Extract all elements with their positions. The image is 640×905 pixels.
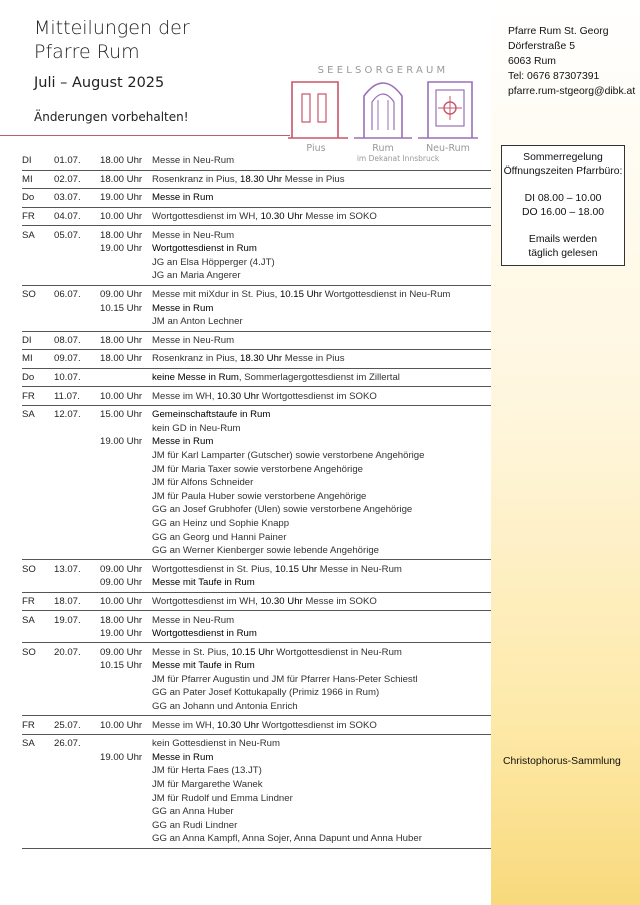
entry-text-part: JM für Margarethe Wanek xyxy=(152,779,263,791)
collection-note: Christophorus-Sammlung xyxy=(503,756,621,767)
entry-text xyxy=(152,596,491,607)
entry-date: 02.07. xyxy=(54,173,81,185)
schedule-line xyxy=(22,422,491,436)
schedule-line xyxy=(22,228,491,242)
schedule-entry xyxy=(22,716,491,735)
entry-text-part: JM für Karl Lamparter (Gutscher) sowie verstorbene Angehörige xyxy=(152,449,425,461)
entry-text-part: Messe in Neu-Rum xyxy=(152,614,235,626)
disclaimer-note: Änderungen vorbehalten! xyxy=(34,110,189,124)
entry-weekday: FR xyxy=(22,390,35,402)
schedule-entry xyxy=(22,152,491,171)
entry-date: 01.07. xyxy=(54,155,81,167)
schedule-entry xyxy=(22,406,491,561)
entry-time: 10.00 Uhr xyxy=(100,390,143,402)
entry-text xyxy=(152,230,491,241)
schedule-line xyxy=(22,449,491,463)
entry-text-part: Messe in Neu-Rum xyxy=(152,229,235,241)
entry-text xyxy=(152,174,491,185)
entry-date: 03.07. xyxy=(54,192,81,204)
schedule-line xyxy=(22,489,491,503)
schedule-entry xyxy=(22,611,491,643)
entry-text xyxy=(152,464,491,475)
entry-text-bold: Messe in Rum xyxy=(152,302,214,314)
schedule-line xyxy=(22,805,491,819)
entry-text-part: kein GD in Neu-Rum xyxy=(152,422,241,434)
entry-text-part: Rosenkranz in Pius, xyxy=(152,353,240,365)
entry-text-part: Messe im SOKO xyxy=(302,595,377,607)
entry-text-part: JM für Paula Huber sowie verstorbene Angehörige xyxy=(152,490,367,502)
entry-text-part: Rosenkranz in Pius, xyxy=(152,173,240,185)
entry-weekday: DI xyxy=(22,155,32,167)
entry-text-bold: 10.30 Uhr xyxy=(217,719,260,731)
entry-time: 09.00 Uhr xyxy=(100,577,143,589)
entry-date: 20.07. xyxy=(54,646,81,658)
entry-text xyxy=(152,335,491,346)
entry-text xyxy=(152,577,491,588)
entry-text xyxy=(152,820,491,831)
entry-weekday: FR xyxy=(22,211,35,223)
entry-text-part: Wortgottesdienst im SOKO xyxy=(259,719,377,731)
schedule-line xyxy=(22,718,491,732)
entry-date: 06.07. xyxy=(54,289,81,301)
schedule-entry xyxy=(22,735,491,849)
entry-text-part: Messe in Neu-Rum xyxy=(152,155,235,167)
schedule-line xyxy=(22,627,491,641)
entry-text xyxy=(152,738,491,749)
entry-text-bold: Messe mit Taufe in Rum xyxy=(152,577,255,589)
schedule-line xyxy=(22,256,491,270)
schedule-line xyxy=(22,173,491,187)
entry-text-part: Wortgottesdienst in St. Pius, xyxy=(152,563,275,575)
entry-date: 11.07. xyxy=(54,390,80,402)
schedule-line xyxy=(22,562,491,576)
entry-time: 10.15 Uhr xyxy=(100,660,143,672)
schedule-line xyxy=(22,288,491,302)
schedule-line xyxy=(22,408,491,422)
contact-email[interactable]: pfarre.rum-stgeorg@dibk.at xyxy=(508,86,636,97)
entry-date: 18.07. xyxy=(54,595,81,607)
contact-phone: Tel: 0676 87307391 xyxy=(508,71,600,82)
contact-block xyxy=(508,24,635,99)
entry-text xyxy=(152,192,491,203)
schedule-line xyxy=(22,700,491,714)
entry-text xyxy=(152,765,491,776)
schedule-line xyxy=(22,301,491,315)
entry-time: 15.00 Uhr xyxy=(100,409,143,421)
office-hours-2: DO 16.00 – 18.00 xyxy=(521,206,605,218)
entry-text-bold: keine Messe in Rum xyxy=(152,372,239,384)
entry-text xyxy=(152,720,491,731)
entry-text-part: GG an Johann und Antonia Enrich xyxy=(152,701,298,713)
schedule-line xyxy=(22,659,491,673)
entry-text-part: Messe in St. Pius, xyxy=(152,646,232,658)
entry-text-part: kein Gottesdienst in Neu-Rum xyxy=(152,738,280,750)
schedule-entry xyxy=(22,593,491,612)
logo-bottom-text: im Dekanat Innsbruck xyxy=(356,154,440,163)
office-heading-2: Öffnungszeiten Pfarrbüro: xyxy=(503,165,623,177)
entry-text xyxy=(152,545,491,556)
entry-text xyxy=(152,211,491,222)
schedule-entry xyxy=(22,332,491,351)
entry-time: 10.00 Uhr xyxy=(100,211,143,223)
entry-time: 10.00 Uhr xyxy=(100,595,143,607)
entry-weekday: SO xyxy=(22,563,36,575)
schedule-line xyxy=(22,334,491,348)
entry-text xyxy=(152,409,491,420)
entry-text xyxy=(152,564,491,575)
entry-weekday: FR xyxy=(22,595,35,607)
schedule-entry xyxy=(22,208,491,227)
entry-text xyxy=(152,628,491,639)
entry-text-part: , Sommerlagergottesdienst im Zillertal xyxy=(238,372,400,384)
entry-text-part: JM für Pfarrer Augustin und JM für Pfarrer Hans-Peter Schiestl xyxy=(152,673,418,685)
entry-time: 19.00 Uhr xyxy=(100,243,143,255)
title-line-1: Mitteilungen der xyxy=(34,17,190,39)
entry-text-part: GG an Pater Josef Kottukapally (Primiz 1966 in Rum) xyxy=(152,687,380,699)
schedule-line xyxy=(22,778,491,792)
entry-weekday: MI xyxy=(22,353,33,365)
entry-text xyxy=(152,450,491,461)
entry-time: 09.00 Uhr xyxy=(100,563,143,575)
entry-text-part: Messe im SOKO xyxy=(302,211,377,223)
entry-text-part: JM für Maria Taxer sowie verstorbene Angehörige xyxy=(152,463,363,475)
entry-text xyxy=(152,660,491,671)
entry-text-part: Wortgottesdienst im WH, xyxy=(152,211,261,223)
entry-weekday: SO xyxy=(22,289,36,301)
entry-text-part: JM an Anton Lechner xyxy=(152,316,243,328)
entry-text-part: Messe im WH, xyxy=(152,719,218,731)
office-heading-1: Sommerregelung xyxy=(523,152,603,163)
entry-text-bold: 10.30 Uhr xyxy=(217,390,260,402)
logo-top-text: SEELSORGERAUM xyxy=(317,65,449,76)
schedule-line xyxy=(22,645,491,659)
schedule-entry xyxy=(22,226,491,285)
entry-text-bold: 10.30 Uhr xyxy=(260,595,303,607)
entry-text-part: Messe im WH, xyxy=(152,390,218,402)
schedule-line xyxy=(22,737,491,751)
entry-date: 10.07. xyxy=(54,372,81,384)
office-hours-box xyxy=(501,145,625,266)
contact-street: Dörferstraße 5 xyxy=(508,41,575,52)
entry-date: 08.07. xyxy=(54,334,81,346)
entry-text xyxy=(152,270,491,281)
entry-time: 19.00 Uhr xyxy=(100,436,143,448)
entry-text xyxy=(152,687,491,698)
logo-label-neu-rum: Neu-Rum xyxy=(426,143,470,154)
entry-text xyxy=(152,504,491,515)
office-email-note-2: täglich gelesen xyxy=(528,247,598,259)
schedule-line xyxy=(22,476,491,490)
schedule-line xyxy=(22,315,491,329)
schedule-line xyxy=(22,819,491,833)
entry-text-part: JG an Elsa Höpperger (4.JT) xyxy=(152,256,275,268)
entry-time: 09.00 Uhr xyxy=(100,289,143,301)
entry-text xyxy=(152,155,491,166)
title-line-2: Pfarre Rum xyxy=(34,41,140,63)
entry-text-bold: 18.30 Uhr xyxy=(239,173,283,185)
schedule-line xyxy=(22,544,491,558)
entry-text-part: GG an Anna Kampfl, Anna Sojer, Anna Dapunt und Anna Huber xyxy=(152,833,422,845)
contact-name: Pfarre Rum St. Georg xyxy=(508,26,609,37)
entry-text-bold: Messe in Rum xyxy=(152,751,214,763)
entry-time: 19.00 Uhr xyxy=(100,628,143,640)
entry-text xyxy=(152,353,491,364)
entry-time: 09.00 Uhr xyxy=(100,646,143,658)
entry-time: 18.00 Uhr xyxy=(100,155,143,167)
entry-text xyxy=(152,391,491,402)
entry-weekday: MI xyxy=(22,173,33,185)
entry-text xyxy=(152,423,491,434)
entry-text-bold: 18.30 Uhr xyxy=(239,353,283,365)
entry-text-part: JM für Alfons Schneider xyxy=(152,477,254,489)
entry-text xyxy=(152,477,491,488)
entry-weekday: SA xyxy=(22,614,35,626)
entry-text-part: Messe in Pius xyxy=(282,353,345,365)
entry-time: 18.00 Uhr xyxy=(100,614,143,626)
schedule-line xyxy=(22,462,491,476)
entry-text-part: Wortgottesdienst im WH, xyxy=(152,595,261,607)
schedule-entry xyxy=(22,171,491,190)
entry-text xyxy=(152,303,491,314)
logo-label-pius: Pius xyxy=(306,143,326,154)
page-title xyxy=(34,16,190,64)
entry-text-part: GG an Anna Huber xyxy=(152,806,234,818)
entry-date: 04.07. xyxy=(54,211,81,223)
entry-text-part: JM für Rudolf und Emma Lindner xyxy=(152,792,293,804)
schedule-line xyxy=(22,595,491,609)
entry-weekday: DI xyxy=(22,334,32,346)
schedule-entry xyxy=(22,643,491,716)
entry-text xyxy=(152,779,491,790)
entry-text xyxy=(152,257,491,268)
entry-text-bold: 10.30 Uhr xyxy=(260,211,303,223)
schedule-entry xyxy=(22,387,491,406)
entry-time: 19.00 Uhr xyxy=(100,751,143,763)
schedule-line xyxy=(22,269,491,283)
entry-text-bold: Messe in Rum xyxy=(152,192,214,204)
entry-text xyxy=(152,615,491,626)
entry-text-part: Messe in Pius xyxy=(282,173,345,185)
entry-text-bold: 10.15 Uhr xyxy=(231,646,274,658)
schedule-line xyxy=(22,503,491,517)
entry-time: 18.00 Uhr xyxy=(100,229,143,241)
entry-text-part: GG an Georg und Hanni Painer xyxy=(152,531,287,543)
logo-label-rum: Rum xyxy=(372,143,394,154)
entry-text xyxy=(152,518,491,529)
entry-weekday: Do xyxy=(22,372,35,384)
schedule-line xyxy=(22,154,491,168)
date-range: Juli – August 2025 xyxy=(34,75,165,91)
entry-time: 10.15 Uhr xyxy=(100,302,143,314)
schedule-line xyxy=(22,352,491,366)
schedule-entry xyxy=(22,189,491,208)
schedule-line xyxy=(22,371,491,385)
entry-text-part: Wortgottesdienst im SOKO xyxy=(259,390,377,402)
schedule-line xyxy=(22,210,491,224)
entry-text-part: Wortgottesdienst in Neu-Rum xyxy=(273,646,402,658)
schedule-entry xyxy=(22,350,491,369)
schedule-line xyxy=(22,517,491,531)
entry-text-part: Messe in Neu-Rum xyxy=(317,563,402,575)
schedule-line xyxy=(22,435,491,449)
entry-weekday: FR xyxy=(22,719,35,731)
entry-text-bold: Gemeinschaftstaufe in Rum xyxy=(152,409,271,421)
entry-text-bold: Wortgottesdienst in Rum xyxy=(152,243,257,255)
entry-weekday: SA xyxy=(22,229,35,241)
schedule-line xyxy=(22,576,491,590)
entry-text-part: JM für Herta Faes (13.JT) xyxy=(152,765,262,777)
entry-time: 18.00 Uhr xyxy=(100,334,143,346)
schedule-entry xyxy=(22,286,491,332)
entry-text xyxy=(152,532,491,543)
entry-text-part: GG an Rudi Lindner xyxy=(152,819,238,831)
entry-text-bold: Messe mit Taufe in Rum xyxy=(152,660,255,672)
schedule-line xyxy=(22,832,491,846)
entry-text xyxy=(152,436,491,447)
entry-text xyxy=(152,674,491,685)
entry-text-part: GG an Josef Grubhofer (Ulen) sowie verstorbene Angehörige xyxy=(152,504,413,516)
entry-date: 09.07. xyxy=(54,353,81,365)
schedule-line xyxy=(22,751,491,765)
sidebar-panel xyxy=(491,0,640,905)
entry-date: 26.07. xyxy=(54,738,81,750)
schedule-line xyxy=(22,686,491,700)
entry-text xyxy=(152,647,491,658)
schedule-line xyxy=(22,530,491,544)
schedule-line xyxy=(22,673,491,687)
schedule-line xyxy=(22,791,491,805)
entry-text xyxy=(152,372,491,383)
entry-date: 05.07. xyxy=(54,229,81,241)
entry-weekday: SO xyxy=(22,646,36,658)
schedule-line xyxy=(22,764,491,778)
entry-text-bold: Messe in Rum xyxy=(152,436,214,448)
schedule-line xyxy=(22,389,491,403)
entry-weekday: SA xyxy=(22,409,35,421)
entry-text-bold: Wortgottesdienst in Rum xyxy=(152,628,257,640)
entry-time: 18.00 Uhr xyxy=(100,353,143,365)
entry-date: 12.07. xyxy=(54,409,81,421)
office-email-note-1: Emails werden xyxy=(528,234,598,245)
entry-time: 10.00 Uhr xyxy=(100,719,143,731)
entry-text-bold: 10.15 Uhr xyxy=(279,289,323,301)
schedule-entry xyxy=(22,369,491,388)
entry-date: 19.07. xyxy=(54,614,81,626)
entry-text-part: JG an Maria Angerer xyxy=(152,270,241,282)
schedule-list xyxy=(22,152,491,849)
entry-date: 13.07. xyxy=(54,563,81,575)
entry-text-part: Messe in Neu-Rum xyxy=(152,334,235,346)
entry-weekday: Do xyxy=(22,192,35,204)
schedule-line xyxy=(22,191,491,205)
entry-text-part: Messe mit miXdur in St. Pius, xyxy=(152,289,280,301)
header-divider xyxy=(0,135,290,136)
entry-text xyxy=(152,243,491,254)
entry-text xyxy=(152,289,491,300)
entry-time: 18.00 Uhr xyxy=(100,173,143,185)
entry-text-part: GG an Heinz und Sophie Knapp xyxy=(152,517,290,529)
entry-text-bold: 10.15 Uhr xyxy=(275,563,318,575)
schedule-line xyxy=(22,242,491,256)
entry-text-part: GG an Werner Kienberger sowie lebende Angehörige xyxy=(152,545,380,557)
entry-date: 25.07. xyxy=(54,719,81,731)
office-hours-1: DI 08.00 – 10.00 xyxy=(524,193,602,204)
entry-text xyxy=(152,491,491,502)
entry-text xyxy=(152,833,491,844)
schedule-entry xyxy=(22,560,491,592)
entry-text xyxy=(152,793,491,804)
entry-text xyxy=(152,752,491,763)
entry-text xyxy=(152,701,491,712)
entry-text xyxy=(152,316,491,327)
entry-time: 19.00 Uhr xyxy=(100,192,143,204)
entry-weekday: SA xyxy=(22,738,35,750)
entry-text xyxy=(152,806,491,817)
entry-text-part: Wortgottesdienst in Neu-Rum xyxy=(322,289,451,301)
schedule-line xyxy=(22,613,491,627)
contact-city: 6063 Rum xyxy=(508,56,556,67)
